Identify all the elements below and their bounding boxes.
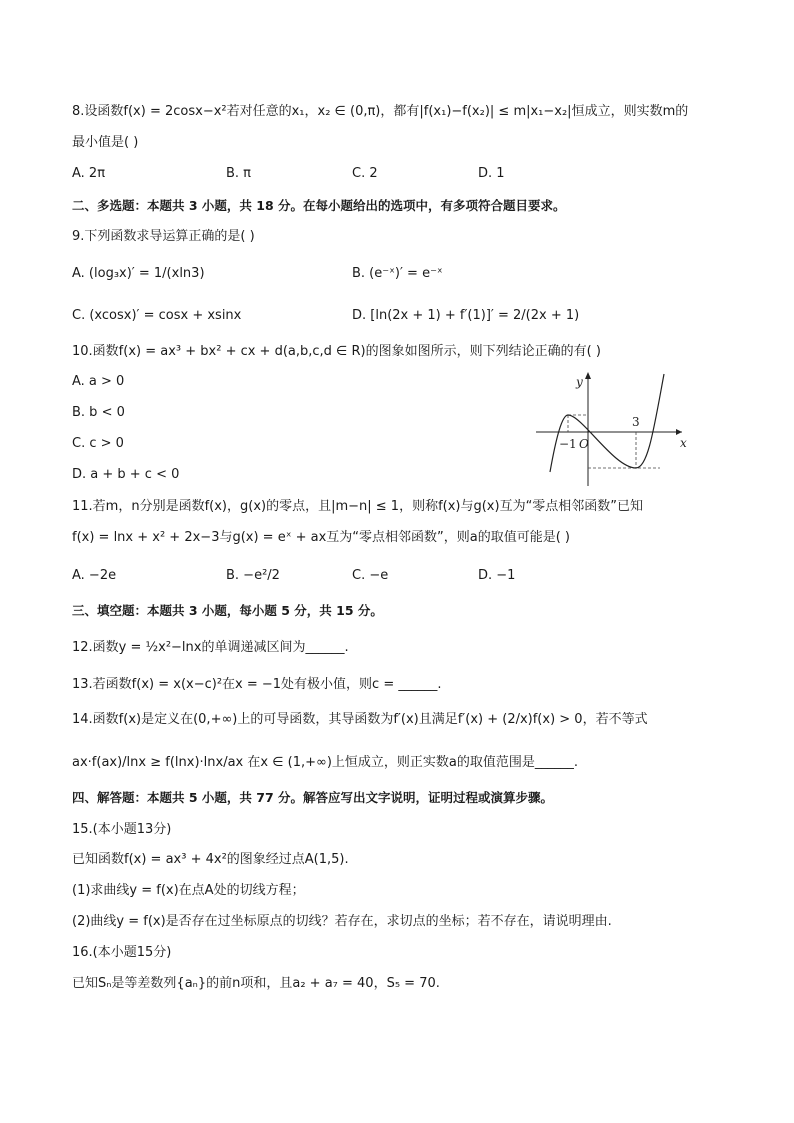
q15-part2: (2)曲线y = f(x)是否存在过坐标原点的切线？若存在，求切点的坐标；若不存在，请说明理由. <box>72 914 612 929</box>
cubic-curve <box>550 374 664 472</box>
q14-line2: ax·f(ax)/lnx ≥ f(lnx)·lnx/ax 在x ∈ (1,+∞)上恒成立，则正实数a的取值范围是______. <box>72 755 579 770</box>
q8-option-d: D. 1 <box>478 166 505 181</box>
q9-option-b: B. (e⁻ˣ)′ = e⁻ˣ <box>352 266 443 281</box>
q10-option-c: C. c > 0 <box>72 436 124 451</box>
section-3-heading: 三、填空题：本题共 3 小题，每小题 5 分，共 15 分。 <box>72 603 383 618</box>
q8-line2: 最小值是( ) <box>72 135 139 150</box>
q11-option-b: B. −e²/2 <box>226 568 280 583</box>
q11-option-c: C. −e <box>352 568 389 583</box>
cubic-function-graph <box>532 368 722 488</box>
q8-line1: 8.设函数f(x) = 2cosx−x²若对任意的x₁，x₂ ∈ (0,π)，都有|f(x₁)−f(x₂)| ≤ m|x₁−x₂|恒成立，则实数m的 <box>72 104 689 119</box>
q10-option-d: D. a + b + c < 0 <box>72 467 180 482</box>
q9-stem: 9.下列函数求导运算正确的是( ) <box>72 229 255 244</box>
q8-option-c: C. 2 <box>352 166 378 181</box>
q10-stem: 10.函数f(x) = ax³ + bx² + cx + d(a,b,c,d ∈ R)的图象如图所示，则下列结论正确的有( ) <box>72 344 601 359</box>
tick-label-neg1: −1 <box>559 437 577 451</box>
q9-option-d: D. [ln(2x + 1) + f′(1)]′ = 2/(2x + 1) <box>352 308 580 323</box>
q8-option-a: A. 2π <box>72 166 106 181</box>
origin-label: O <box>579 437 589 451</box>
q13-stem: 13.若函数f(x) = x(x−c)²在x = −1处有极小值，则c = ______. <box>72 677 442 692</box>
q16-header: 16.(本小题15分) <box>72 945 172 960</box>
x-axis-arrow <box>676 429 682 435</box>
q15-header: 15.(本小题13分) <box>72 822 172 837</box>
q11-option-d: D. −1 <box>478 568 516 583</box>
q15-stem: 已知函数f(x) = ax³ + 4x²的图象经过点A(1,5). <box>72 852 349 867</box>
q9-option-a: A. (log₃x)′ = 1/(xln3) <box>72 266 205 281</box>
q15-part1: (1)求曲线y = f(x)在点A处的切线方程； <box>72 883 305 898</box>
tick-label-3: 3 <box>632 415 640 429</box>
section-2-heading: 二、多选题：本题共 3 小题，共 18 分。在每小题给出的选项中，有多项符合题目要求。 <box>72 198 566 213</box>
q16-stem: 已知Sₙ是等差数列{aₙ}的前n项和，且a₂ + a₇ = 40，S₅ = 70. <box>72 976 440 991</box>
q8-option-b: B. π <box>226 166 252 181</box>
q11-line1: 11.若m，n分别是函数f(x)，g(x)的零点，且|m−n| ≤ 1，则称f(x)与g(x)互为“零点相邻函数”已知 <box>72 499 644 514</box>
y-axis-label: y <box>576 375 583 389</box>
q10-option-b: B. b < 0 <box>72 405 125 420</box>
x-axis-label: x <box>680 436 687 450</box>
q14-line1: 14.函数f(x)是定义在(0,+∞)上的可导函数，其导函数为f′(x)且满足f′(x) + (2/x)f(x) > 0，若不等式 <box>72 712 648 727</box>
q11-line2: f(x) = lnx + x² + 2x−3与g(x) = eˣ + ax互为“零点相邻函数”，则a的取值可能是( ) <box>72 530 571 545</box>
q12-stem: 12.函数y = ½x²−lnx的单调递减区间为______. <box>72 640 349 655</box>
q11-option-a: A. −2e <box>72 568 117 583</box>
y-axis-arrow <box>585 372 591 379</box>
q9-option-c: C. (xcosx)′ = cosx + xsinx <box>72 308 242 323</box>
section-4-heading: 四、解答题：本题共 5 小题，共 77 分。解答应写出文字说明，证明过程或演算步骤。 <box>72 790 554 805</box>
q10-option-a: A. a > 0 <box>72 374 125 389</box>
